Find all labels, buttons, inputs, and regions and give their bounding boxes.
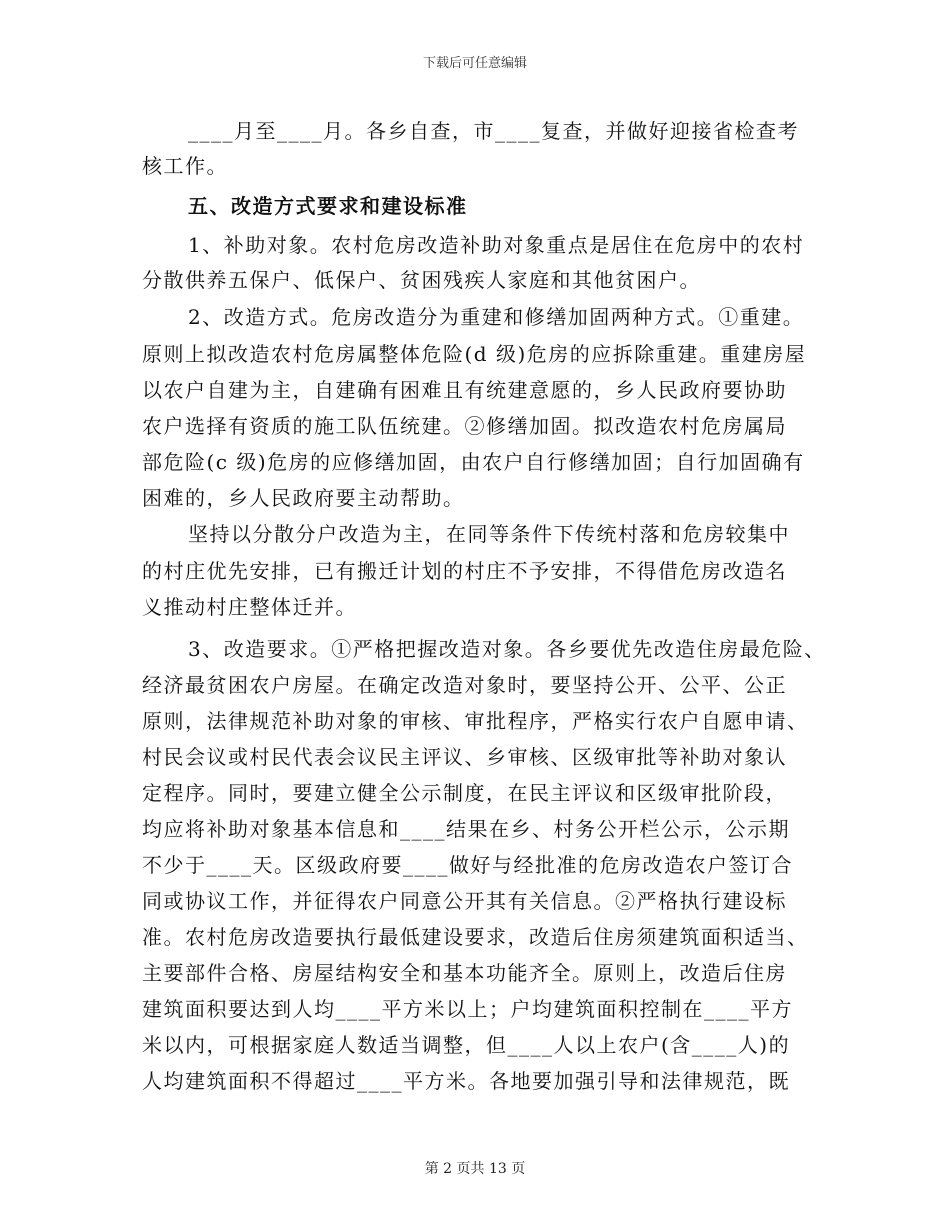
text-line: 均应将补助对象基本信息和____结果在乡、村务公开栏公示，公示期 (142, 817, 790, 841)
text-line: 米以内，可根据家庭人数适当调整，但____人以上农户(含____人)的 (142, 1033, 791, 1057)
text-line: 经济最贫困农户房屋。在确定改造对象时，要坚持公开、公平、公正 (142, 673, 787, 697)
text-line: 同或协议工作，并征得农户同意公开其有关信息。②严格执行建设标 (142, 889, 787, 913)
text-line: 3、改造要求。①严格把握改造对象。各乡要优先改造住房最危险、 (188, 637, 826, 661)
text-line: 建筑面积要达到人均____平方米以上；户均建筑面积控制在____平方 (142, 997, 793, 1021)
text-line: 人均建筑面积不得超过____平方米。各地要加强引导和法律规范，既 (142, 1069, 790, 1093)
text-line: 以农户自建为主，自建确有困难且有统建意愿的，乡人民政府要协助 (142, 378, 787, 402)
text-line: 原则上拟改造农村危房属整体危险(d 级)危房的应拆除重建。重建房屋 (142, 342, 807, 366)
page-header: 下载后可任意编辑 (422, 56, 527, 71)
section-heading: 五、改造方式要求和建设标准 (188, 194, 468, 218)
text-line: 不少于____天。区级政府要____做好与经批准的危房改造农户签订合 (142, 853, 793, 877)
text-line: 部危险(c 级)危房的应修缮加固，由农户自行修缮加固；自行加固确有 (142, 450, 805, 474)
text-line: 困难的，乡人民政府要主动帮助。 (142, 486, 465, 510)
text-line: 的村庄优先安排，已有搬迁计划的村庄不予安排，不得借危房改造名 (142, 559, 787, 583)
text-line: 分散供养五保户、低保户、贫困残疾人家庭和其他贫困户。 (142, 268, 701, 292)
text-line: 义推动村庄整体迁并。 (142, 595, 357, 619)
text-line: 村民会议或村民代表会议民主评议、乡审核、区级审批等补助对象认 (142, 745, 787, 769)
text-line: 准。农村危房改造要执行最低建设要求，改造后住房须建筑面积适当、 (142, 925, 809, 949)
text-line: 2、改造方式。危房改造分为重建和修缮加固两种方式。①重建。 (188, 305, 805, 329)
text-line: ____月至____月。各乡自查，市____复查，并做好迎接省检查考 (188, 119, 799, 143)
text-line: 原则，法律规范补助对象的审核、审批程序，严格实行农户自愿申请、 (142, 709, 809, 733)
text-line: 主要部件合格、房屋结构安全和基本功能齐全。原则上，改造后住房 (142, 961, 787, 985)
text-line: 坚持以分散分户改造为主，在同等条件下传统村落和危房较集中 (188, 522, 790, 546)
text-line: 农户选择有资质的施工队伍统建。②修缮加固。拟改造农村危房属局 (142, 414, 787, 438)
text-line: 1、补助对象。农村危房改造补助对象重点是居住在危房中的农村 (188, 233, 805, 257)
text-line: 核工作。 (142, 154, 228, 178)
text-line: 定程序。同时，要建立健全公示制度，在民主评议和区级审批阶段， (142, 781, 787, 805)
page-footer: 第 2 页共 13 页 (424, 1161, 526, 1177)
